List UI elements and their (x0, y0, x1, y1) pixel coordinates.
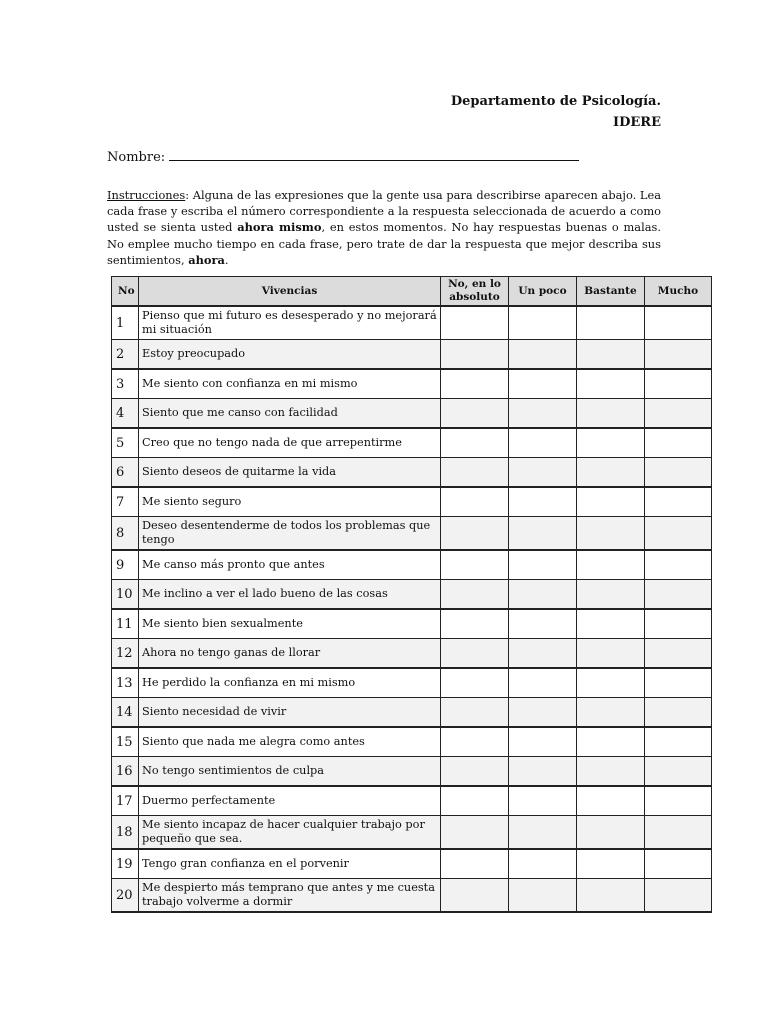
answer-cell-bastante[interactable] (577, 727, 645, 757)
answer-cell-bastante[interactable] (577, 668, 645, 698)
table-row (112, 668, 712, 698)
header-mucho: Mucho (645, 277, 712, 307)
table-row (112, 369, 712, 399)
item-statement: Siento que me canso con facilidad (139, 399, 441, 429)
table-row (112, 517, 712, 551)
answer-cell-mucho[interactable] (645, 639, 712, 669)
item-statement: Duermo perfectamente (139, 786, 441, 816)
answer-cell-mucho[interactable] (645, 786, 712, 816)
instructions-text-3: . (224, 252, 229, 267)
answer-cell-un-poco[interactable] (509, 340, 577, 370)
item-statement: Me canso más pronto que antes (139, 550, 441, 580)
table-row (112, 727, 712, 757)
answer-cell-mucho[interactable] (645, 369, 712, 399)
answer-cell-mucho[interactable] (645, 580, 712, 610)
answer-cell-bastante[interactable] (577, 369, 645, 399)
answer-cell-mucho[interactable] (645, 306, 712, 340)
answer-cell-mucho[interactable] (645, 517, 712, 551)
answer-cell-no-en-lo-absoluto[interactable] (441, 550, 509, 580)
item-statement: Tengo gran confianza en el porvenir (139, 849, 441, 879)
answer-cell-un-poco[interactable] (509, 580, 577, 610)
answer-cell-bastante[interactable] (577, 517, 645, 551)
item-number: 15 (112, 727, 139, 757)
name-label: Nombre: (107, 150, 166, 165)
answer-cell-mucho[interactable] (645, 428, 712, 458)
answer-cell-no-en-lo-absoluto[interactable] (441, 786, 509, 816)
answer-cell-mucho[interactable] (645, 727, 712, 757)
header-vivencias: Vivencias (139, 277, 441, 307)
item-statement: Siento que nada me alegra como antes (139, 727, 441, 757)
answer-cell-no-en-lo-absoluto[interactable] (441, 306, 509, 340)
answer-cell-un-poco[interactable] (509, 816, 577, 850)
table-row (112, 757, 712, 787)
item-number: 10 (112, 580, 139, 610)
item-statement: Me siento incapaz de hacer cualquier trabajo por pequeño que sea. (139, 816, 441, 850)
item-number: 13 (112, 668, 139, 698)
item-number: 5 (112, 428, 139, 458)
department-title: Departamento de Psicología. (450, 94, 661, 109)
answer-cell-no-en-lo-absoluto[interactable] (441, 580, 509, 610)
table-row (112, 698, 712, 728)
table-row (112, 816, 712, 850)
answer-cell-mucho[interactable] (645, 340, 712, 370)
answer-cell-no-en-lo-absoluto[interactable] (441, 879, 509, 913)
answer-cell-un-poco[interactable] (509, 698, 577, 728)
item-number: 2 (112, 340, 139, 370)
answer-cell-un-poco[interactable] (509, 786, 577, 816)
item-number: 1 (112, 306, 139, 340)
answer-cell-un-poco[interactable] (509, 639, 577, 669)
answer-cell-un-poco[interactable] (509, 550, 577, 580)
answer-cell-mucho[interactable] (645, 698, 712, 728)
answer-cell-mucho[interactable] (645, 816, 712, 850)
table-row (112, 550, 712, 580)
table-row (112, 458, 712, 488)
answer-cell-bastante[interactable] (577, 609, 645, 639)
answer-cell-no-en-lo-absoluto[interactable] (441, 757, 509, 787)
item-number: 11 (112, 609, 139, 639)
answer-cell-bastante[interactable] (577, 757, 645, 787)
answer-cell-bastante[interactable] (577, 698, 645, 728)
table-row (112, 609, 712, 639)
answer-cell-un-poco[interactable] (509, 306, 577, 340)
item-statement: Ahora no tengo ganas de llorar (139, 639, 441, 669)
table-header-row (112, 277, 712, 307)
answer-cell-bastante[interactable] (577, 306, 645, 340)
item-number: 18 (112, 816, 139, 850)
item-statement: Estoy preocupado (139, 340, 441, 370)
item-statement: Creo que no tengo nada de que arrepentirme (139, 428, 441, 458)
answer-cell-mucho[interactable] (645, 458, 712, 488)
table-row (112, 306, 712, 340)
item-statement: Me despierto más temprano que antes y me cuesta trabajo volverme a dormir (139, 879, 441, 913)
answer-cell-bastante[interactable] (577, 399, 645, 429)
answer-cell-un-poco[interactable] (509, 849, 577, 879)
header-bastante: Bastante (577, 277, 645, 307)
answer-cell-no-en-lo-absoluto[interactable] (441, 639, 509, 669)
answer-cell-no-en-lo-absoluto[interactable] (441, 668, 509, 698)
table-row (112, 639, 712, 669)
answer-cell-un-poco[interactable] (509, 879, 577, 913)
table-row (112, 786, 712, 816)
instructions-paragraph (107, 187, 661, 268)
table-row (112, 340, 712, 370)
answer-cell-no-en-lo-absoluto[interactable] (441, 698, 509, 728)
header-un-poco: Un poco (509, 277, 577, 307)
answer-cell-mucho[interactable] (645, 879, 712, 913)
item-statement: Me siento seguro (139, 487, 441, 517)
item-number: 16 (112, 757, 139, 787)
item-number: 6 (112, 458, 139, 488)
item-statement: No tengo sentimientos de culpa (139, 757, 441, 787)
instructions-text-1: : Alguna de las expresiones que la gente usa para describirse aparecen abajo. Lea cada frase y escriba el número correspondiente a la respuesta seleccionada de acuerdo a como usted se sienta usted (107, 188, 661, 235)
test-code: IDERE (613, 115, 661, 130)
item-number: 12 (112, 639, 139, 669)
answer-cell-no-en-lo-absoluto[interactable] (441, 517, 509, 551)
item-statement: Deseo desentenderme de todos los problemas que tengo (139, 517, 441, 551)
answer-cell-bastante[interactable] (577, 487, 645, 517)
answer-cell-no-en-lo-absoluto[interactable] (441, 399, 509, 429)
answer-cell-bastante[interactable] (577, 786, 645, 816)
name-line[interactable] (169, 147, 579, 161)
item-number: 7 (112, 487, 139, 517)
answer-cell-un-poco[interactable] (509, 609, 577, 639)
item-statement: He perdido la confianza en mi mismo (139, 668, 441, 698)
answer-cell-bastante[interactable] (577, 550, 645, 580)
answer-cell-mucho[interactable] (645, 399, 712, 429)
answer-cell-un-poco[interactable] (509, 369, 577, 399)
answer-cell-mucho[interactable] (645, 668, 712, 698)
item-number: 9 (112, 550, 139, 580)
item-statement: Pienso que mi futuro es desesperado y no mejorará mi situación (139, 306, 441, 340)
answer-cell-un-poco[interactable] (509, 757, 577, 787)
answer-cell-un-poco[interactable] (509, 727, 577, 757)
answer-cell-no-en-lo-absoluto[interactable] (441, 428, 509, 458)
answer-cell-un-poco[interactable] (509, 517, 577, 551)
item-number: 4 (112, 399, 139, 429)
answer-cell-bastante[interactable] (577, 849, 645, 879)
instructions-bold-2: ahora (188, 252, 225, 267)
answer-cell-no-en-lo-absoluto[interactable] (441, 487, 509, 517)
table-body (112, 306, 712, 912)
item-number: 8 (112, 517, 139, 551)
item-number: 3 (112, 369, 139, 399)
answer-cell-mucho[interactable] (645, 757, 712, 787)
answer-cell-no-en-lo-absoluto[interactable] (441, 369, 509, 399)
item-number: 17 (112, 786, 139, 816)
item-statement: Siento necesidad de vivir (139, 698, 441, 728)
item-statement: Siento deseos de quitarme la vida (139, 458, 441, 488)
answer-cell-mucho[interactable] (645, 550, 712, 580)
item-statement: Me siento con confianza en mi mismo (139, 369, 441, 399)
answer-cell-no-en-lo-absoluto[interactable] (441, 816, 509, 850)
instructions-label: Instrucciones (107, 188, 186, 202)
instructions-bold-1: ahora mismo (237, 220, 322, 235)
answer-cell-bastante[interactable] (577, 879, 645, 913)
instructions-text-2: , en estos momentos. No hay respuestas buenas o malas. No emplee mucho tiempo en cada frase, pero trate de dar la respuesta que mejor describa sus sentimientos, (107, 220, 661, 267)
header-no-en-lo-absoluto: No, en lo absoluto (441, 277, 509, 307)
table-row (112, 580, 712, 610)
answer-cell-bastante[interactable] (577, 340, 645, 370)
header-no: No (112, 277, 139, 307)
questionnaire-table (111, 276, 712, 913)
answer-cell-no-en-lo-absoluto[interactable] (441, 727, 509, 757)
answer-cell-mucho[interactable] (645, 849, 712, 879)
answer-cell-bastante[interactable] (577, 580, 645, 610)
answer-cell-bastante[interactable] (577, 428, 645, 458)
answer-cell-bastante[interactable] (577, 458, 645, 488)
answer-cell-un-poco[interactable] (509, 458, 577, 488)
answer-cell-no-en-lo-absoluto[interactable] (441, 609, 509, 639)
table-row (112, 399, 712, 429)
answer-cell-un-poco[interactable] (509, 668, 577, 698)
answer-cell-un-poco[interactable] (509, 428, 577, 458)
item-number: 14 (112, 698, 139, 728)
item-statement: Me inclino a ver el lado bueno de las cosas (139, 580, 441, 610)
table-row (112, 487, 712, 517)
answer-cell-un-poco[interactable] (509, 399, 577, 429)
table-row (112, 879, 712, 913)
item-number: 20 (112, 879, 139, 913)
answer-cell-un-poco[interactable] (509, 487, 577, 517)
answer-cell-no-en-lo-absoluto[interactable] (441, 458, 509, 488)
answer-cell-mucho[interactable] (645, 487, 712, 517)
item-number: 19 (112, 849, 139, 879)
table-row (112, 849, 712, 879)
answer-cell-no-en-lo-absoluto[interactable] (441, 340, 509, 370)
answer-cell-bastante[interactable] (577, 639, 645, 669)
answer-cell-mucho[interactable] (645, 609, 712, 639)
answer-cell-bastante[interactable] (577, 816, 645, 850)
answer-cell-no-en-lo-absoluto[interactable] (441, 849, 509, 879)
table-row (112, 428, 712, 458)
name-field[interactable] (107, 147, 579, 165)
document-header (451, 91, 661, 133)
item-statement: Me siento bien sexualmente (139, 609, 441, 639)
